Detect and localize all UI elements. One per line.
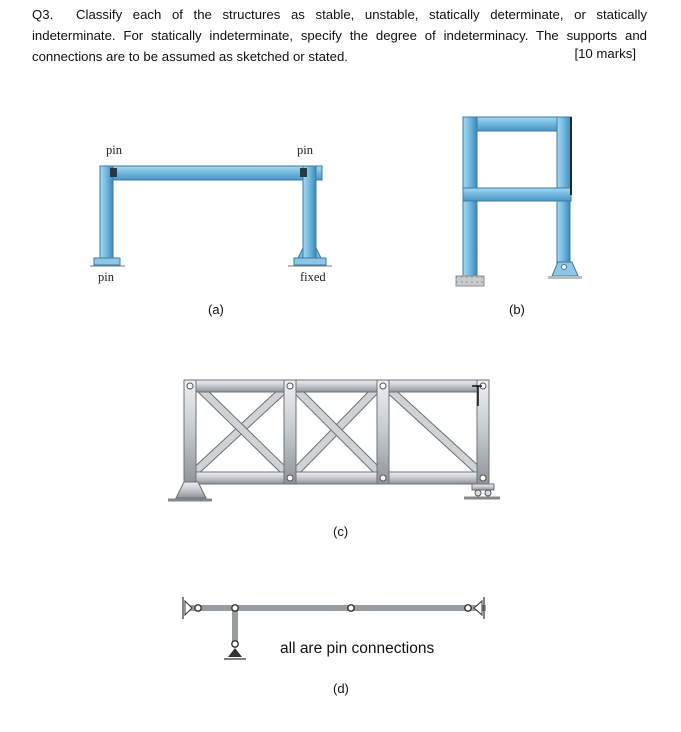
caption-c: (c) <box>333 524 349 539</box>
pin-top-left-icon <box>110 168 117 177</box>
caption-a: (a) <box>208 302 224 317</box>
label-a-bottom-left: pin <box>98 270 114 284</box>
pin-support-d-left-icon <box>185 601 192 615</box>
label-a-top-left: pin <box>106 143 122 157</box>
frame-a <box>90 166 332 266</box>
hinge-d-middle <box>348 605 354 611</box>
label-a-top-right: pin <box>297 143 313 157</box>
pin-top-right-icon <box>300 168 307 177</box>
question-number: Q3. <box>32 7 54 22</box>
label-a-bottom-right: fixed <box>300 270 326 284</box>
pin-support-d-right-icon <box>474 601 482 615</box>
note-d: all are pin connections <box>280 640 435 657</box>
hinge-d-bottom <box>232 641 238 647</box>
fixed-support-right-icon <box>294 258 326 265</box>
question-marks: [10 marks] <box>574 46 636 61</box>
roller-support-c-icon <box>464 484 500 498</box>
hinge-d-left <box>195 605 201 611</box>
question-body: Classify each of the structures as stable, unstable, statically determinate, or statically indeterminate. For statically indeterminate, specify the degree of indeterminacy. The supports and connections are to be assumed as sketched or stated. <box>32 7 647 64</box>
caption-d: (d) <box>333 681 349 696</box>
hinge-d-top <box>232 605 238 611</box>
caption-b: (b) <box>509 302 525 317</box>
frame-a-beam <box>100 166 322 180</box>
fixed-support-b-icon <box>456 276 484 286</box>
hinge-d-right <box>465 605 471 611</box>
frame-a-right-column <box>303 166 316 261</box>
frame-a-left-column <box>100 166 113 261</box>
pin-support-d-bottom-icon <box>228 648 242 657</box>
frame-b <box>456 117 582 286</box>
pin-support-left-icon <box>94 258 120 265</box>
truss-c <box>168 380 500 500</box>
